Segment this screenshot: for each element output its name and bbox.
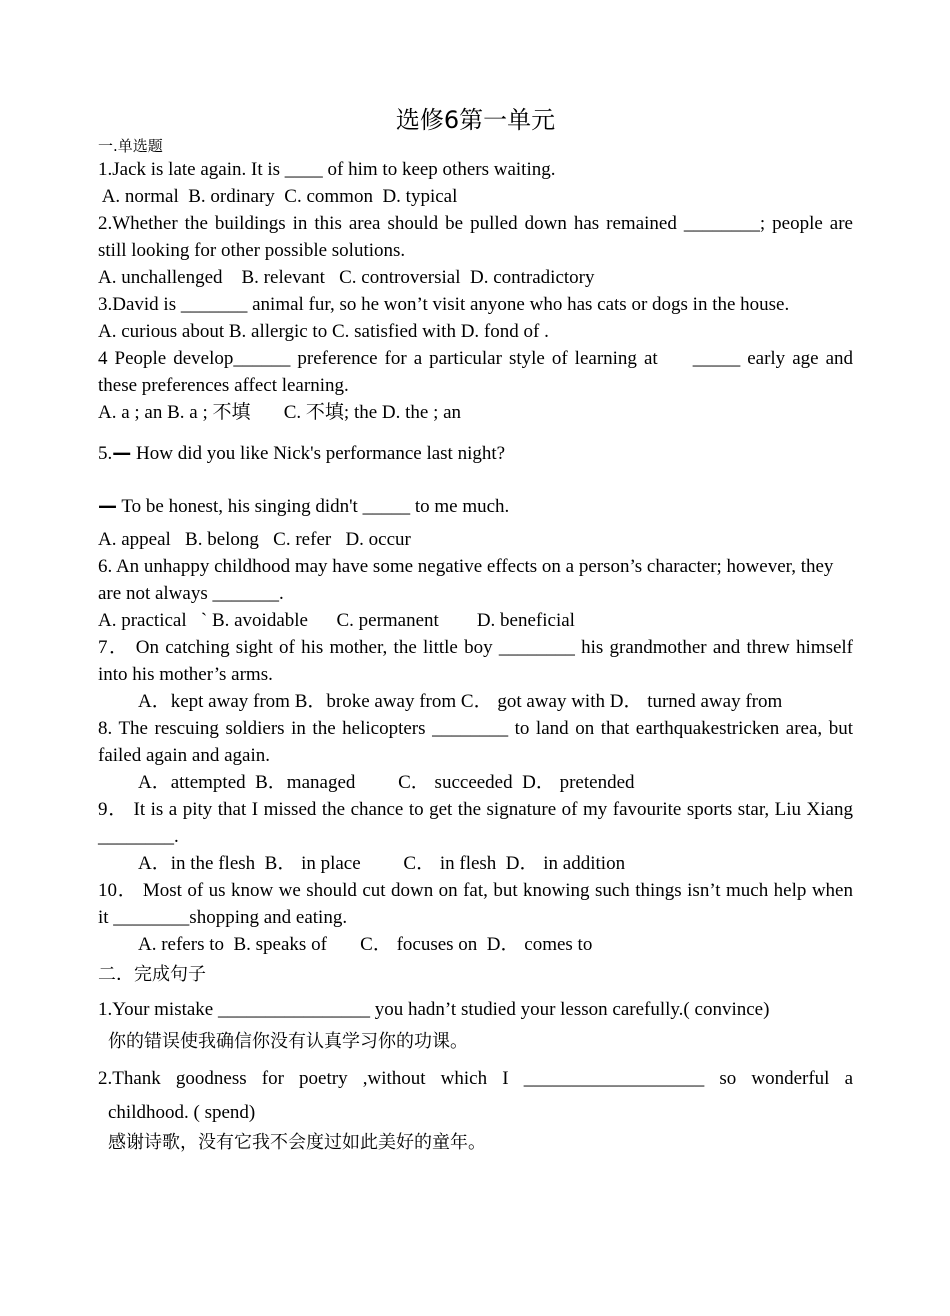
section-heading-sentence-completion: 二．完成句子 bbox=[98, 964, 206, 985]
question-options: A. appeal B. belong C. refer D. occur bbox=[98, 529, 411, 550]
dialogue-line: How did you like Nick's performance last night? bbox=[131, 443, 506, 464]
section-heading-multiple-choice: 一.单选题 bbox=[98, 137, 163, 155]
sentence-1 bbox=[98, 996, 853, 1057]
question-options: A. a ; an B. a ; 不填 C. 不填; the D. the ; an bbox=[98, 402, 462, 423]
page-title: 选修6第一单元 bbox=[395, 106, 556, 134]
question-4 bbox=[98, 345, 858, 426]
question-stem-line-2 bbox=[98, 493, 853, 520]
question-9 bbox=[98, 796, 853, 877]
sentence-2 bbox=[98, 1065, 853, 1158]
question-stem: 3.David is _______ animal fur, so he won’t visit anyone who has cats or dogs in the house. bbox=[98, 294, 790, 315]
question-stem: 8. The rescuing soldiers in the helicopters ________ to land on that earthquakestricken area, but failed again and again. bbox=[98, 718, 853, 766]
question-stem: 9． It is a pity that I missed the chance to get the signature of my favourite sports star, Liu Xiang ________. bbox=[98, 799, 853, 847]
sentence-english-continued: childhood. ( spend) bbox=[108, 1102, 256, 1123]
question-2 bbox=[98, 210, 853, 291]
dialogue-dash: — bbox=[98, 495, 117, 517]
document-page bbox=[98, 104, 858, 1158]
question-1 bbox=[98, 156, 853, 210]
question-7 bbox=[98, 634, 853, 715]
sentence-chinese: 你的错误使我确信你没有认真学习你的功课。 bbox=[108, 1031, 468, 1052]
question-options: A. curious about B. allergic to C. satisfied with D. fond of . bbox=[98, 321, 549, 342]
sentence-chinese: 感谢诗歌，没有它我不会度过如此美好的童年。 bbox=[108, 1132, 486, 1153]
question-stem: 7． On catching sight of his mother, the little boy ________ his grandmother and threw himself into his mother’s arms. bbox=[98, 637, 853, 685]
dialogue-line: To be honest, his singing didn't _____ to me much. bbox=[117, 496, 510, 517]
dialogue-dash: — bbox=[112, 442, 132, 464]
question-stem: 6. An unhappy childhood may have some negative effects on a person’s character; however, they are not always _______. bbox=[98, 556, 834, 604]
question-options: A．kept away from B．broke away from C． got away with D． turned away from bbox=[138, 691, 783, 712]
question-stem: 1.Jack is late again. It is ____ of him to keep others waiting. bbox=[98, 159, 556, 180]
question-stem-line-1 bbox=[98, 440, 853, 467]
sentence-english: 2.Thank goodness for poetry ,without which I ___________________ so wonderful a bbox=[98, 1068, 853, 1089]
question-3 bbox=[98, 291, 853, 345]
question-options: A. refers to B. speaks of C． focuses on D． comes to bbox=[138, 934, 593, 955]
question-number: 5. bbox=[98, 443, 113, 464]
question-options: A. practical ` B. avoidable C. permanent D. beneficial bbox=[98, 610, 575, 631]
question-8 bbox=[98, 715, 853, 796]
sentence-english: 1.Your mistake ________________ you hadn’t studied your lesson carefully.( convince) bbox=[98, 999, 770, 1020]
question-stem: 2.Whether the buildings in this area should be pulled down has remained ________; people are still looking for other possible solutions. bbox=[98, 213, 853, 261]
question-options: A．in the flesh B． in place C． in flesh D． in addition bbox=[138, 853, 626, 874]
question-options: A．attempted B．managed C． succeeded D． pretended bbox=[138, 772, 635, 793]
question-options: A. unchallenged B. relevant C. controversial D. contradictory bbox=[98, 267, 595, 288]
question-stem: 10． Most of us know we should cut down on fat, but knowing such things isn’t much help when it ________shopping and eating. bbox=[98, 880, 853, 928]
question-stem: 4 People develop______ preference for a particular style of learning at _____ early age and these preferences affect learning. bbox=[98, 348, 858, 396]
question-options: A. normal B. ordinary C. common D. typical bbox=[98, 186, 458, 207]
question-5 bbox=[98, 440, 853, 553]
question-10 bbox=[98, 877, 853, 958]
question-6 bbox=[98, 553, 853, 634]
